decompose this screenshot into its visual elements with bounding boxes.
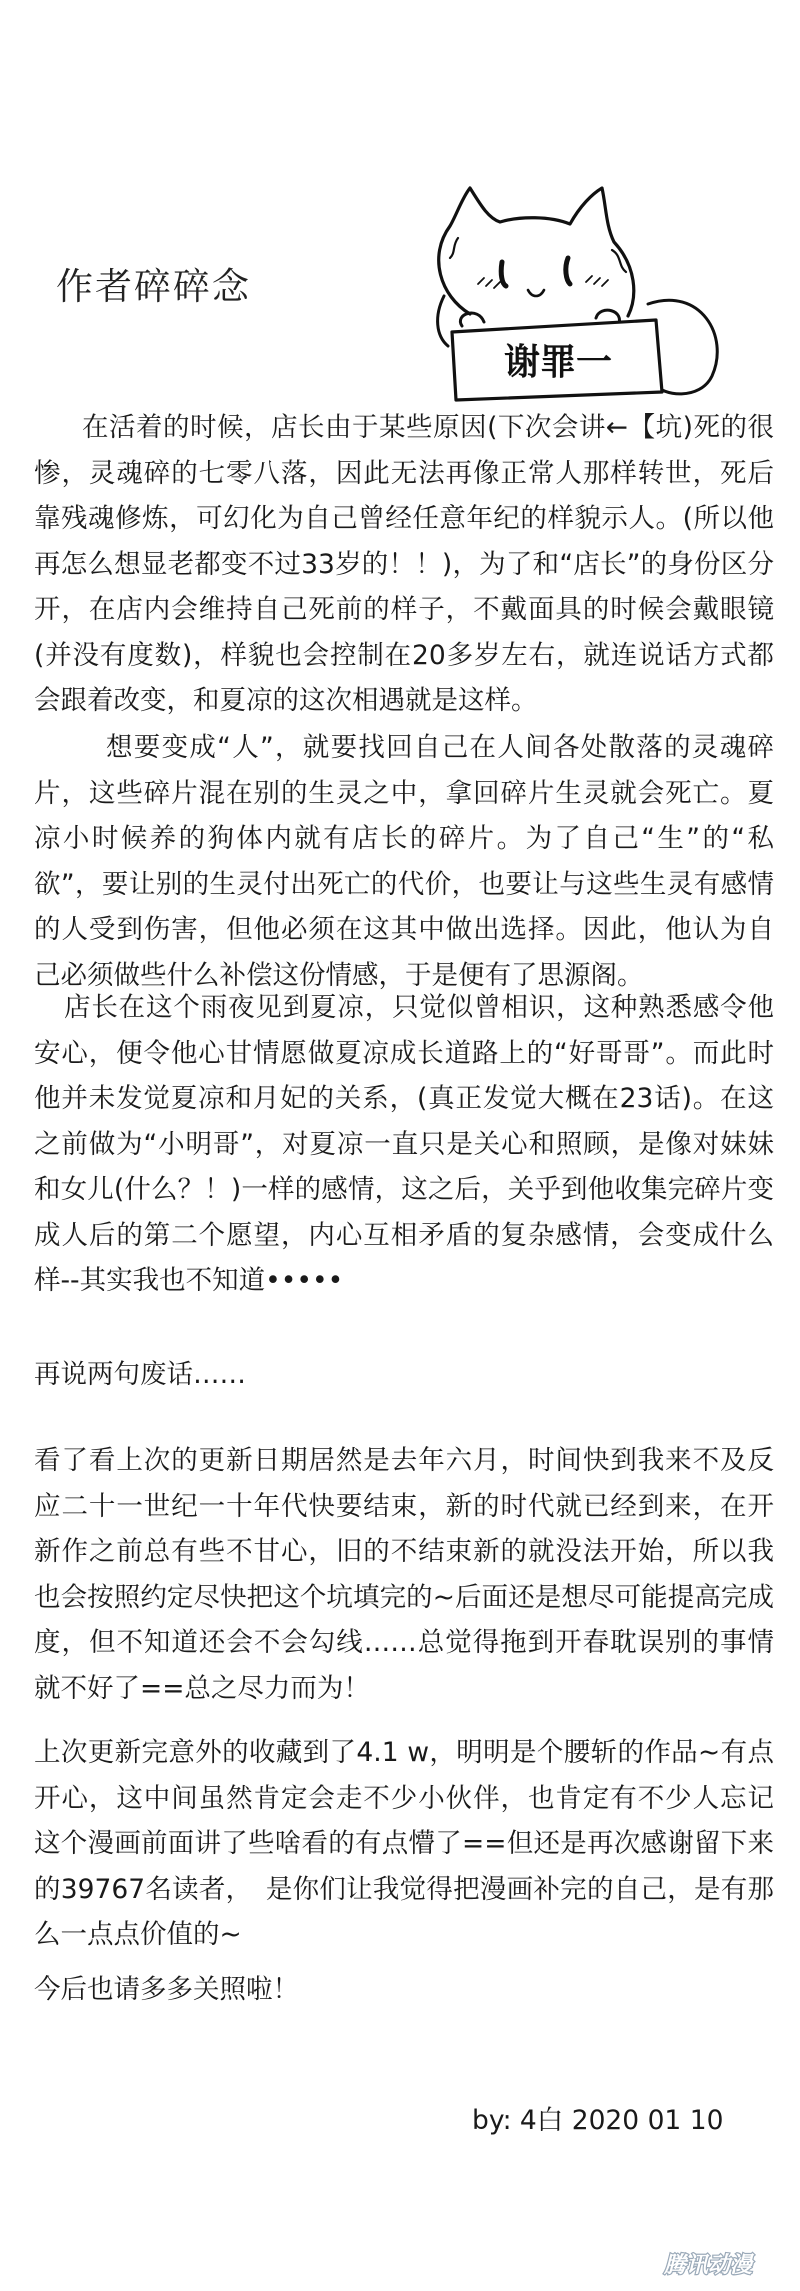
mascot-cat-illustration	[400, 186, 730, 406]
paragraph-rainy-night: 店长在这个雨夜见到夏凉，只觉似曾相识，这种熟悉感令他安心，便令他心甘情愿做夏凉成长道路上的“好哥哥”。而此时他并未发觉夏凉和月妃的关系，(真正发觉大概在23话)。在这之前做为“小明哥”，对夏凉一直只是关心和照顾，是像对妹妹和女儿(什么？！)一样的感情，这之后，关乎到他收集完碎片变成人后的第二个愿望，内心互相矛盾的复杂感情，会变成什么样--其实我也不知道•••••	[34, 992, 774, 1296]
paragraph-update-date: 看了看上次的更新日期居然是去年六月，时间快到我来不及反应二十一世纪一十年代快要结束，新的时代就已经到来，在开新作之前总有些不甘心，旧的不结束新的就没法开始，所以我也会按照约定尽快把这个坑填完的~后面还是想尽可能提高完成度，但不知道还会不会勾线……总觉得拖到开春耽误别的事情就不好了==总之尽力而为！	[34, 1445, 774, 1704]
paragraph-soul-fragments: 想要变成“人”，就要找回自己在人间各处散落的灵魂碎片，这些碎片混在别的生灵之中，拿回碎片生灵就会死亡。夏凉小时候养的狗体内就有店长的碎片。为了自己“生”的“私欲”，要让别的生灵付出死亡的代价，也要让与这些生灵有感情的人受到伤害，但他必须在这其中做出选择。因此，他认为自己必须做些什么补偿这份情感，于是便有了思源阁。	[34, 732, 774, 991]
paragraph-thanks-readers: 上次更新完意外的收藏到了4.1 w，明明是个腰斩的作品~有点开心，这中间虽然肯定会走不少小伙伴，也肯定有不少人忘记这个漫画前面讲了些啥看的有点懵了==但还是再次感谢留下来的39767名读者， 是你们让我觉得把漫画补完的自己，是有那么一点点价值的~	[34, 1737, 774, 1950]
page-title: 作者碎碎念	[56, 265, 251, 308]
paragraph-closing: 今后也请多多关照啦！	[34, 1974, 299, 2005]
paragraph-store-manager-backstory: 在活着的时候，店长由于某些原因(下次会讲←【坑)死的很惨，灵魂碎的七零八落，因此无法再像正常人那样转世，死后靠残魂修炼，可幻化为自己曾经任意年纪的样貌示人。(所以他再怎么想显老都变不过33岁的！！)，为了和“店长”的身份区分开，在店内会维持自己死前的样子，不戴面具的时候会戴眼镜(并没有度数)，样貌也会控制在20多岁左右，就连说话方式都会跟着改变，和夏凉的这次相遇就是这样。	[34, 412, 774, 716]
sign-text: 谢罪一	[503, 342, 613, 383]
tencent-comic-watermark	[652, 2248, 764, 2280]
watermark-text: 腾讯动漫	[663, 2253, 753, 2278]
author-signature: by: 4白 2020 01 10	[472, 2105, 724, 2136]
paragraph-more-words: 再说两句废话……	[34, 1359, 246, 1390]
